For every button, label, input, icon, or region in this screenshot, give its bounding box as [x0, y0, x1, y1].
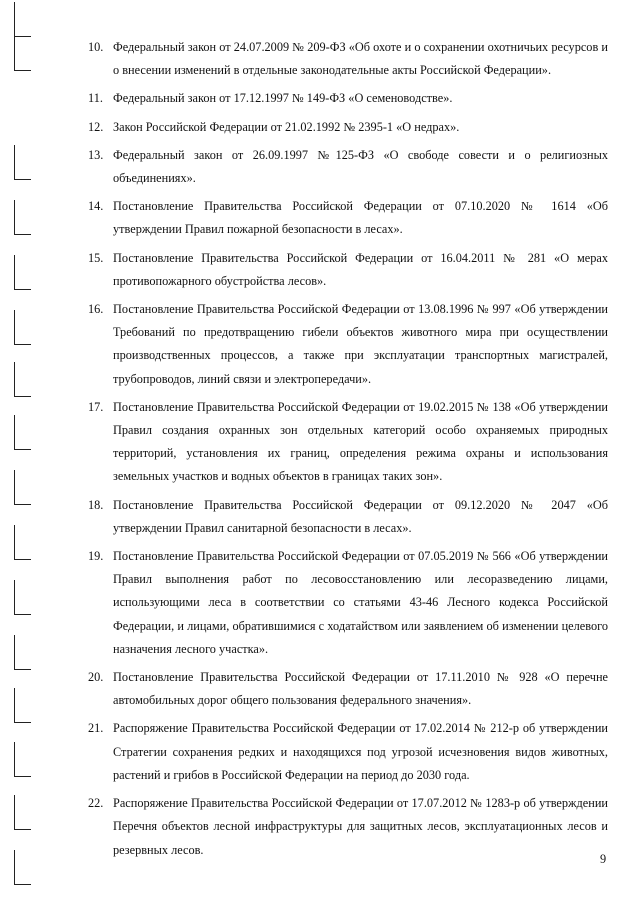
binding-mark [14, 415, 31, 450]
item-text: Постановление Правительства Российской Федерации от 07.10.2020 № 1614 «Об утверждении Правил пожарной безопасности в лесах». [113, 199, 608, 237]
binding-mark [14, 580, 31, 615]
list-item [88, 396, 608, 489]
binding-mark [14, 310, 31, 345]
item-text: Постановление Правительства Российской Федерации от 17.11.2010 № 928 «О перечне автомобильных дорог общего пользования федерального значения». [113, 670, 608, 708]
binding-mark [14, 145, 31, 180]
item-text: Закон Российской Федерации от 21.02.1992 № 2395-1 «О недрах». [113, 119, 460, 134]
list-item [88, 247, 608, 293]
item-number: 20. [88, 670, 104, 685]
item-text: Распоряжение Правительства Российской Федерации от 17.07.2012 № 1283-р об утверждении Перечня объектов лесной инфраструктуры для защитных лесов, эксплуатационных лесов и резервных лесов. [113, 796, 608, 857]
list-item [88, 494, 608, 540]
item-text: Федеральный закон от 24.07.2009 № 209-ФЗ «Об охоте и о сохранении охотничьих ресурсов и о внесении изменений в отдельные законодательные акты Российской Федерации». [113, 40, 608, 78]
item-number: 14. [88, 199, 104, 214]
binding-mark [14, 742, 31, 777]
item-text: Постановление Правительства Российской Федерации от 19.02.2015 № 138 «Об утверждении Правил создания охранных зон отдельных категорий особо охраняемых природных территорий, установления их границ, определения режима охраны и использования земельных участков и водных объектов в границах таких зон». [113, 399, 608, 484]
item-number: 12. [88, 119, 104, 134]
item-number: 15. [88, 250, 104, 265]
binding-mark [14, 200, 31, 235]
item-text: Постановление Правительства Российской Федерации от 09.12.2020 № 2047 «Об утверждении Правил санитарной безопасности в лесах». [113, 497, 608, 535]
page-number: 9 [600, 852, 607, 866]
list-item [88, 298, 608, 391]
binding-mark [14, 36, 31, 71]
item-number: 16. [88, 302, 104, 317]
binding-mark [14, 470, 31, 505]
list-item [88, 87, 608, 110]
binding-mark [14, 635, 31, 670]
item-number: 17. [88, 399, 104, 414]
item-text: Федеральный закон от 17.12.1997 № 149-ФЗ «О семеноводстве». [113, 91, 453, 106]
item-number: 11. [88, 91, 103, 106]
list-item [88, 195, 608, 241]
list-item [88, 545, 608, 661]
binding-mark [14, 362, 31, 397]
item-text: Постановление Правительства Российской Федерации от 07.05.2019 № 566 «Об утверждении Правил выполнения работ по лесовосстановлению или лесоразведению лицами, использующими леса в соответствии со статьями 43-46 Лесного кодекса Российской Федерации, и лицами, обратившимися с ходатайством или заявлением об изменении целевого назначения лесного участка». [113, 549, 608, 656]
item-text: Распоряжение Правительства Российской Федерации от 17.02.2014 № 212-р об утверждении Стратегии сохранения редких и находящихся под угрозой исчезновения видов животных, растений и грибов в Российской Федерации на период до 2030 года. [113, 721, 608, 782]
item-text: Федеральный закон от 26.09.1997 №125-ФЗ «О свободе совести и о религиозных объединениях». [113, 147, 608, 186]
list-item [88, 36, 608, 82]
item-number: 18. [88, 497, 104, 512]
item-number: 21. [88, 721, 104, 736]
list-item [88, 792, 608, 862]
binding-margin-marks [0, 0, 40, 905]
binding-mark [14, 688, 31, 723]
list-item [88, 144, 608, 190]
legal-reference-list [88, 36, 608, 867]
list-item [88, 717, 608, 787]
binding-mark [14, 2, 31, 37]
item-number: 19. [88, 549, 104, 564]
item-number: 13. [88, 147, 104, 162]
binding-mark [14, 795, 31, 830]
list-item [88, 116, 608, 139]
binding-mark [14, 850, 31, 885]
list-item [88, 666, 608, 712]
item-text: Постановление Правительства Российской Федерации от 13.08.1996 № 997 «Об утверждении Требований по предотвращению гибели объектов животного мира при осуществлении производственных процессов, а также при эксплуатации транспортных магистралей, трубопроводов, линий связи и электропередачи». [113, 302, 608, 386]
item-number: 22. [88, 796, 104, 811]
item-text: Постановление Правительства Российской Федерации от 16.04.2011 № 281 «О мерах противопожарного обустройства лесов». [113, 250, 608, 288]
binding-mark [14, 525, 31, 560]
item-number: 10. [88, 40, 104, 54]
binding-mark [14, 255, 31, 290]
